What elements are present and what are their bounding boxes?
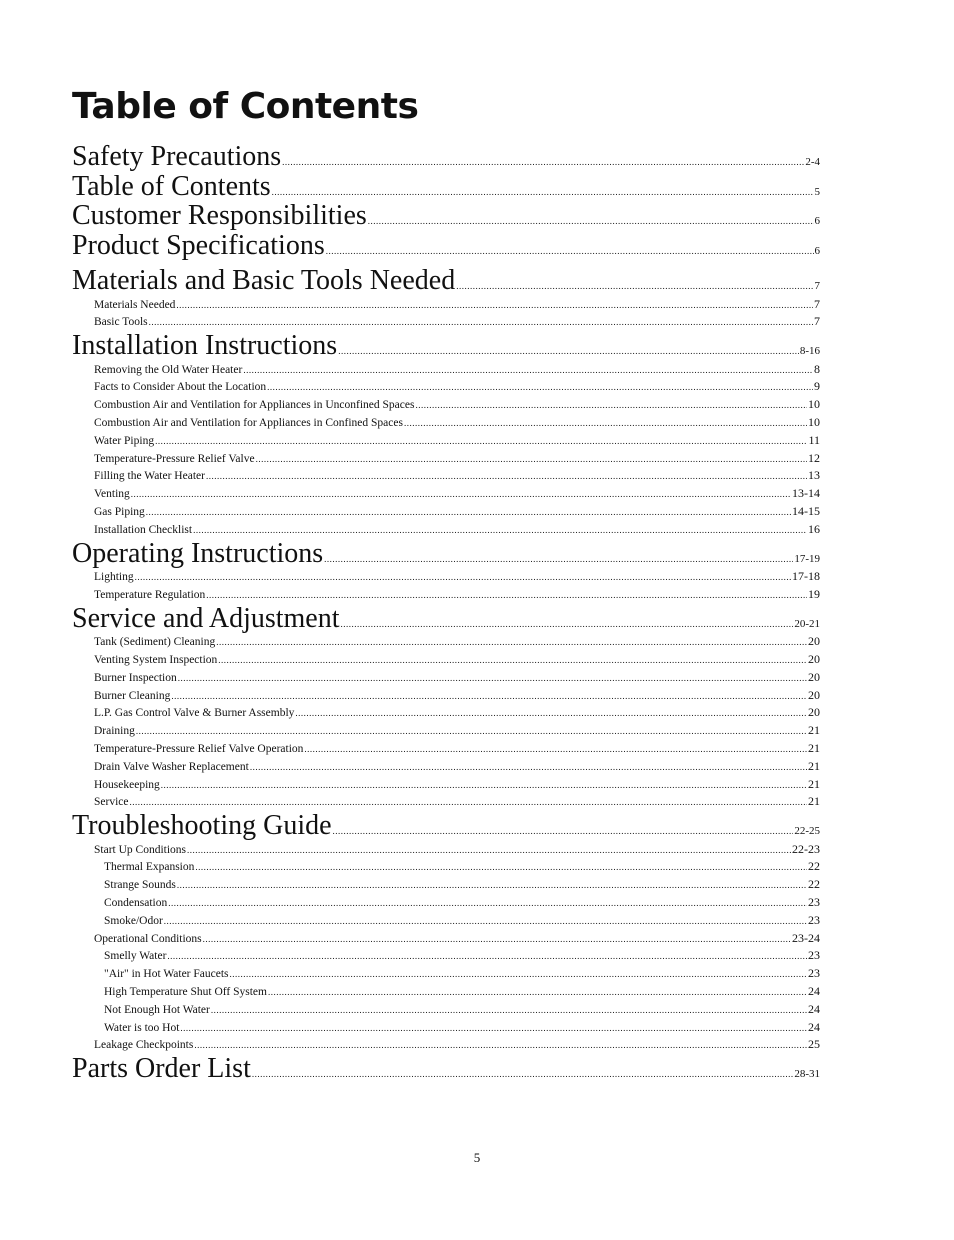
toc-section [72,266,820,296]
toc-entry-page: 6 [814,215,820,227]
toc-entry-label: Troubleshooting Guide [72,810,332,842]
toc-subentry [72,841,820,859]
dot-leader [178,670,807,688]
toc-entry-label: Thermal Expansion [104,861,195,874]
toc-entry-label: Start Up Conditions [94,843,187,856]
toc-entry-label: Smoke/Odor [104,914,163,927]
toc-entry-label: Product Specifications [72,229,325,261]
toc-entry-label: Burner Cleaning [94,689,171,702]
toc-entry-page: 9 [814,379,820,394]
toc-entry-label: Lighting [94,571,134,584]
toc-section [72,331,820,361]
toc-entry-label: Removing the Old Water Heater [94,363,243,376]
toc-subentry [72,296,820,314]
toc-entry-page: 23 [808,966,820,981]
toc-entry-label: Basic Tools [94,316,148,329]
toc-subentry [72,687,820,705]
dot-leader [203,931,791,949]
dot-leader [171,688,807,706]
toc-entry-page: 2-4 [805,156,820,168]
toc-entry-page: 21 [808,723,820,738]
toc-subentry [72,467,820,485]
toc-entry-label: Materials and Basic Tools Needed [72,265,456,296]
toc-subentry [72,722,820,740]
toc-entry-page: 22-23 [792,841,820,856]
toc-section [72,811,820,841]
toc-entry-page: 21 [808,758,820,773]
toc-entry-page: 16 [808,521,820,536]
dot-leader [206,587,807,605]
toc-entry-page: 11 [808,432,820,447]
toc-subentry [72,740,820,758]
dot-leader [206,468,807,486]
toc-entry-label: Leakage Checkpoints [94,1039,194,1052]
toc-entry-label: Temperature Regulation [94,588,206,601]
toc-subentry [72,485,820,503]
dot-leader [415,397,807,415]
toc-subentry [72,521,820,539]
toc-entry-page: 17-18 [792,569,820,584]
toc-subentry [72,1019,820,1037]
toc-entry-label: L.P. Gas Control Valve & Burner Assembly [94,707,295,720]
toc-entry-page: 5 [814,185,820,198]
toc-entry-page: 24 [808,1001,820,1016]
toc-entry-label: Smelly Water [104,950,167,963]
toc-entry-label: Service and Adjustment [72,602,340,634]
dot-leader [195,859,807,877]
toc-entry-label: Installation Checklist [94,523,193,536]
page-title: Table of Contents [72,86,419,127]
dot-leader [167,948,807,966]
toc-entry-page: 19 [808,586,820,601]
toc-entry-page: 22 [808,877,820,892]
toc-entry-page: 23 [808,895,820,910]
page-number: 5 [473,1150,481,1165]
toc-section [72,604,820,634]
toc-subentry [72,793,820,811]
toc-entry-label: Facts to Consider About the Location [94,381,267,394]
toc-subentry [72,876,820,894]
toc-entry-page: 24 [808,1019,820,1034]
dot-leader [250,759,807,777]
dot-leader [168,895,807,913]
toc-entry-label: Installation Instructions [72,330,338,362]
dot-leader [230,966,807,984]
dot-leader [368,207,814,237]
toc-entry-label: High Temperature Shut Off System [104,986,267,998]
dot-leader [164,913,807,931]
toc-entry-label: Water is too Hot [104,1021,180,1034]
toc-entry-page: 28-31 [794,1068,820,1081]
toc-entry-page: 12 [808,450,820,465]
toc-subentry [72,1001,820,1019]
dot-leader [161,777,807,795]
toc-section [72,539,820,569]
toc-subentry [72,414,820,432]
toc-entry-label: Condensation [104,897,168,910]
toc-entry-page: 6 [814,244,820,257]
dot-leader [211,1002,807,1020]
toc-section [72,142,820,172]
toc-entry-page: 13 [808,468,820,483]
dot-leader [218,652,807,670]
toc-entry-label: Temperature-Pressure Relief Valve Operation [94,742,304,755]
toc-entry-label: Drain Valve Washer Replacement [94,760,249,773]
toc-entry-page: 17-19 [794,552,820,565]
toc-subentry [72,758,820,776]
toc-entry-page: 10 [808,397,820,412]
toc-entry-page: 22-25 [794,825,820,838]
toc-entry-page: 21 [808,794,820,809]
dot-leader [194,1037,807,1055]
toc-entry-page: 10 [808,414,820,429]
toc-entry-label: Safety Precautions [72,141,282,172]
toc-entry-page: 14-15 [792,503,820,518]
toc-subentry [72,633,820,651]
dot-leader [252,1060,793,1090]
dot-leader [326,237,814,267]
toc-entry-label: "Air" in Hot Water Faucets [104,968,229,981]
dot-leader [304,741,807,759]
toc-entry-label: Water Piping [94,434,155,447]
toc-subentry [72,669,820,687]
dot-leader [135,569,791,587]
toc-entry-page: 23-24 [792,930,820,945]
toc-entry-page: 7 [814,314,820,329]
toc-subentry [72,930,820,948]
dot-leader [136,723,807,741]
toc-entry-page: 7 [814,280,820,292]
toc-subentry [72,396,820,414]
toc-entry-page: 22 [808,859,820,874]
dot-leader [155,433,807,451]
toc-entry-page: 20 [808,634,820,649]
dot-leader [268,984,807,1002]
toc-entry-label: Gas Piping [94,505,145,518]
toc-subentry [72,503,820,521]
toc-entry-page: 21 [808,776,820,791]
dot-leader [193,522,807,540]
toc-subentry [72,432,820,450]
toc-subentry [72,894,820,912]
toc-subentry [72,704,820,722]
toc-entry-label: Service [94,796,129,809]
toc-entry-label: Not Enough Hot Water [104,1003,210,1016]
toc-entry-label: Venting System Inspection [94,653,218,666]
toc-entry-page: 23 [808,948,820,963]
toc-entry-page: 8-16 [799,345,820,358]
toc-entry-page: 20 [808,669,820,684]
dot-leader [243,362,813,380]
toc-entry-page: 20 [808,705,820,720]
dot-leader [131,486,791,504]
dot-leader [404,415,807,433]
toc-subentry [72,1036,820,1054]
toc-subentry [72,568,820,586]
toc-entry-page: 20-21 [794,617,820,630]
toc-subentry [72,983,820,1001]
toc-subentry [72,912,820,930]
toc-section [72,1054,820,1084]
toc-entry-label: Table of Contents [72,170,271,202]
table-of-contents [72,142,820,1084]
toc-entry-page: 25 [808,1037,820,1052]
toc-entry-page: 21 [808,740,820,755]
dot-leader [180,1020,807,1038]
toc-subentry [72,965,820,983]
toc-entry-label: Customer Responsibilities [72,200,367,231]
toc-entry-label: Operating Instructions [72,537,324,569]
dot-leader [282,148,804,178]
toc-entry-page: 13-14 [792,486,820,501]
toc-subentry [72,450,820,468]
toc-entry-page: 8 [814,361,820,376]
toc-entry-page: 23 [808,912,820,927]
toc-entry-label: Combustion Air and Ventilation for Appliances in Confined Spaces [94,416,403,429]
toc-subentry [72,586,820,604]
dot-leader [216,634,807,652]
toc-subentry [72,313,820,331]
toc-subentry [72,361,820,379]
toc-entry-page: 20 [808,651,820,666]
toc-entry-label: Materials Needed [94,298,176,311]
toc-entry-label: Draining [94,725,135,738]
toc-entry-label: Operational Conditions [94,932,202,945]
dot-leader [295,705,807,723]
toc-entry-label: Tank (Sediment) Cleaning [94,636,216,649]
toc-entry-label: Combustion Air and Ventilation for Appliances in Unconfined Spaces [94,399,415,412]
dot-leader [146,504,791,522]
toc-subentry [72,947,820,965]
dot-leader [176,297,813,315]
toc-entry-page: 24 [808,984,820,998]
dot-leader [267,379,813,397]
toc-entry-page: 7 [814,296,820,311]
toc-entry-label: Strange Sounds [104,879,176,892]
toc-subentry [72,378,820,396]
dot-leader [177,877,807,895]
toc-subentry [72,858,820,876]
toc-entry-label: Parts Order List [72,1053,251,1085]
dot-leader [256,451,807,469]
toc-entry-label: Filling the Water Heater [94,470,205,483]
toc-entry-label: Temperature-Pressure Relief Valve [94,452,255,465]
toc-subentry [72,651,820,669]
toc-entry-page: 20 [808,687,820,702]
toc-subentry [72,776,820,794]
toc-entry-label: Venting [94,488,130,501]
dot-leader [187,842,791,860]
toc-entry-label: Housekeeping [94,778,160,791]
toc-entry-label: Burner Inspection [94,671,177,684]
